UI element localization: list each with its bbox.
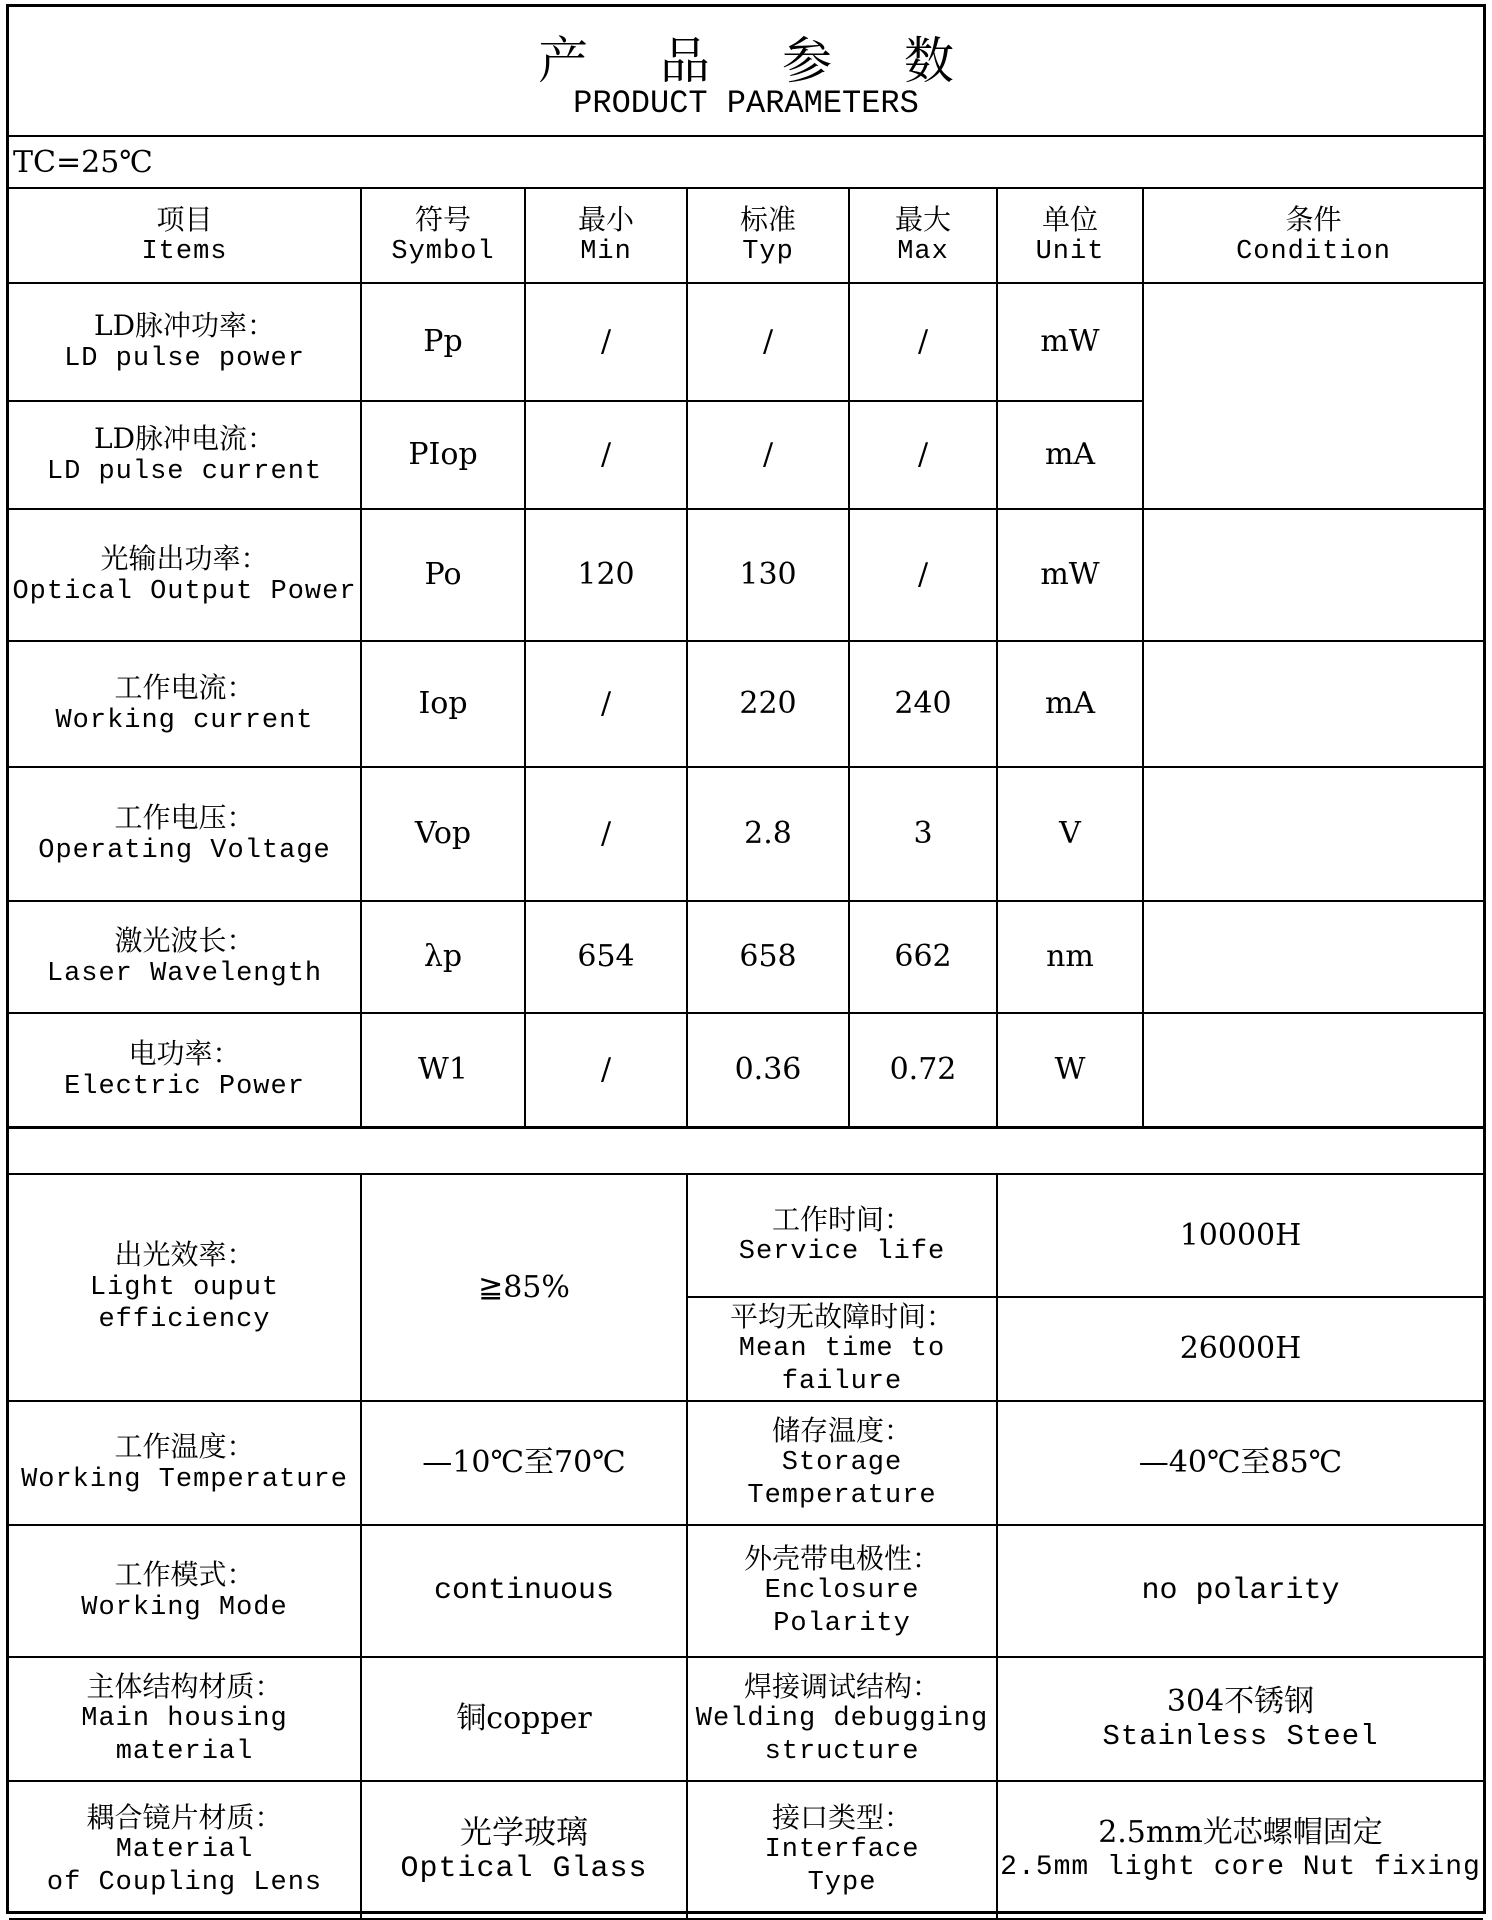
parameter-table	[9, 189, 1483, 1128]
title-english: PRODUCT PARAMETERS	[573, 85, 919, 122]
item-cell: 工作电压： Operating Voltage	[9, 767, 361, 901]
service-life-label: 工作时间： Service life	[687, 1175, 997, 1297]
typ-cell: /	[687, 283, 849, 401]
condition-cell	[1143, 901, 1483, 1013]
item-cell: 激光波长： Laser Wavelength	[9, 901, 361, 1013]
unit-cell: nm	[997, 901, 1143, 1013]
interface-type-label: 接口类型： Interface Type	[687, 1781, 997, 1919]
test-condition-line: TC=25℃	[9, 137, 1483, 189]
symbol-cell: W1	[361, 1013, 525, 1127]
efficiency-label: 出光效率： Light ouput efficiency	[9, 1175, 361, 1401]
unit-cell: V	[997, 767, 1143, 901]
table-row	[9, 901, 1483, 1013]
welding-structure-label: 焊接调试结构： Welding debugging structure	[687, 1657, 997, 1781]
title-block	[9, 7, 1483, 137]
max-cell: 662	[849, 901, 997, 1013]
working-mode-value: continuous	[361, 1525, 687, 1657]
column-header: 单位 Unit	[997, 189, 1143, 283]
unit-cell: mW	[997, 283, 1143, 401]
typ-cell: 130	[687, 509, 849, 641]
service-life-value: 10000H	[997, 1175, 1483, 1297]
typ-cell: 220	[687, 641, 849, 767]
min-cell: /	[525, 641, 687, 767]
table-row	[9, 509, 1483, 641]
typ-cell: 0.36	[687, 1013, 849, 1127]
mttf-value: 26000H	[997, 1297, 1483, 1401]
product-parameters-sheet	[6, 4, 1486, 1914]
interface-type-value: 2.5mm光芯螺帽固定 2.5mm light core Nut fixing	[997, 1781, 1483, 1919]
working-mode-label: 工作模式： Working Mode	[9, 1525, 361, 1657]
spec-row	[9, 1525, 1483, 1657]
max-cell: 0.72	[849, 1013, 997, 1127]
min-cell: /	[525, 283, 687, 401]
welding-structure-value: 304不锈钢 Stainless Steel	[997, 1657, 1483, 1781]
column-header: 最小 Min	[525, 189, 687, 283]
unit-cell: mW	[997, 509, 1143, 641]
table-row	[9, 283, 1483, 401]
condition-cell	[1143, 641, 1483, 767]
symbol-cell: Vop	[361, 767, 525, 901]
typ-cell: /	[687, 401, 849, 509]
condition-cell	[1143, 767, 1483, 901]
item-cell: 光输出功率： Optical Output Power	[9, 509, 361, 641]
min-cell: /	[525, 401, 687, 509]
condition-cell	[1143, 283, 1483, 509]
lens-material-label: 耦合镜片材质： Material of Coupling Lens	[9, 1781, 361, 1919]
max-cell: /	[849, 401, 997, 509]
table-header-row	[9, 189, 1483, 283]
mttf-label: 平均无故障时间： Mean time to failure	[687, 1297, 997, 1401]
symbol-cell: Pp	[361, 283, 525, 401]
working-temperature-label: 工作温度： Working Temperature	[9, 1401, 361, 1525]
storage-temperature-label: 储存温度： Storage Temperature	[687, 1401, 997, 1525]
housing-material-value: 铜copper	[361, 1657, 687, 1781]
condition-cell	[1143, 509, 1483, 641]
spec-row	[9, 1781, 1483, 1919]
table-separator	[9, 1127, 1483, 1175]
specification-table	[9, 1175, 1483, 1920]
min-cell: 120	[525, 509, 687, 641]
max-cell: 240	[849, 641, 997, 767]
unit-cell: mA	[997, 401, 1143, 509]
title-chinese: 产 品 参 数	[538, 32, 982, 90]
table-row	[9, 1013, 1483, 1127]
housing-material-label: 主体结构材质： Main housing material	[9, 1657, 361, 1781]
column-header: 项目 Items	[9, 189, 361, 283]
column-header: 最大 Max	[849, 189, 997, 283]
symbol-cell: Iop	[361, 641, 525, 767]
typ-cell: 2.8	[687, 767, 849, 901]
min-cell: /	[525, 767, 687, 901]
column-header: 标准 Typ	[687, 189, 849, 283]
item-cell: 电功率： Electric Power	[9, 1013, 361, 1127]
symbol-cell: PIop	[361, 401, 525, 509]
symbol-cell: λp	[361, 901, 525, 1013]
item-cell: 工作电流： Working current	[9, 641, 361, 767]
table-row	[9, 767, 1483, 901]
spec-row	[9, 1175, 1483, 1297]
spec-row	[9, 1657, 1483, 1781]
typ-cell: 658	[687, 901, 849, 1013]
enclosure-polarity-label: 外壳带电极性： Enclosure Polarity	[687, 1525, 997, 1657]
symbol-cell: Po	[361, 509, 525, 641]
unit-cell: mA	[997, 641, 1143, 767]
column-header: 符号 Symbol	[361, 189, 525, 283]
spec-row	[9, 1401, 1483, 1525]
column-header: 条件 Condition	[1143, 189, 1483, 283]
max-cell: 3	[849, 767, 997, 901]
max-cell: /	[849, 509, 997, 641]
working-temperature-value: —10℃至70℃	[361, 1401, 687, 1525]
enclosure-polarity-value: no polarity	[997, 1525, 1483, 1657]
item-cell: LD脉冲功率： LD pulse power	[9, 283, 361, 401]
item-cell: LD脉冲电流： LD pulse current	[9, 401, 361, 509]
min-cell: /	[525, 1013, 687, 1127]
storage-temperature-value: —40℃至85℃	[997, 1401, 1483, 1525]
unit-cell: W	[997, 1013, 1143, 1127]
max-cell: /	[849, 283, 997, 401]
efficiency-value: ≧85%	[361, 1175, 687, 1401]
min-cell: 654	[525, 901, 687, 1013]
lens-material-value: 光学玻璃 Optical Glass	[361, 1781, 687, 1919]
table-row	[9, 641, 1483, 767]
condition-cell	[1143, 1013, 1483, 1127]
